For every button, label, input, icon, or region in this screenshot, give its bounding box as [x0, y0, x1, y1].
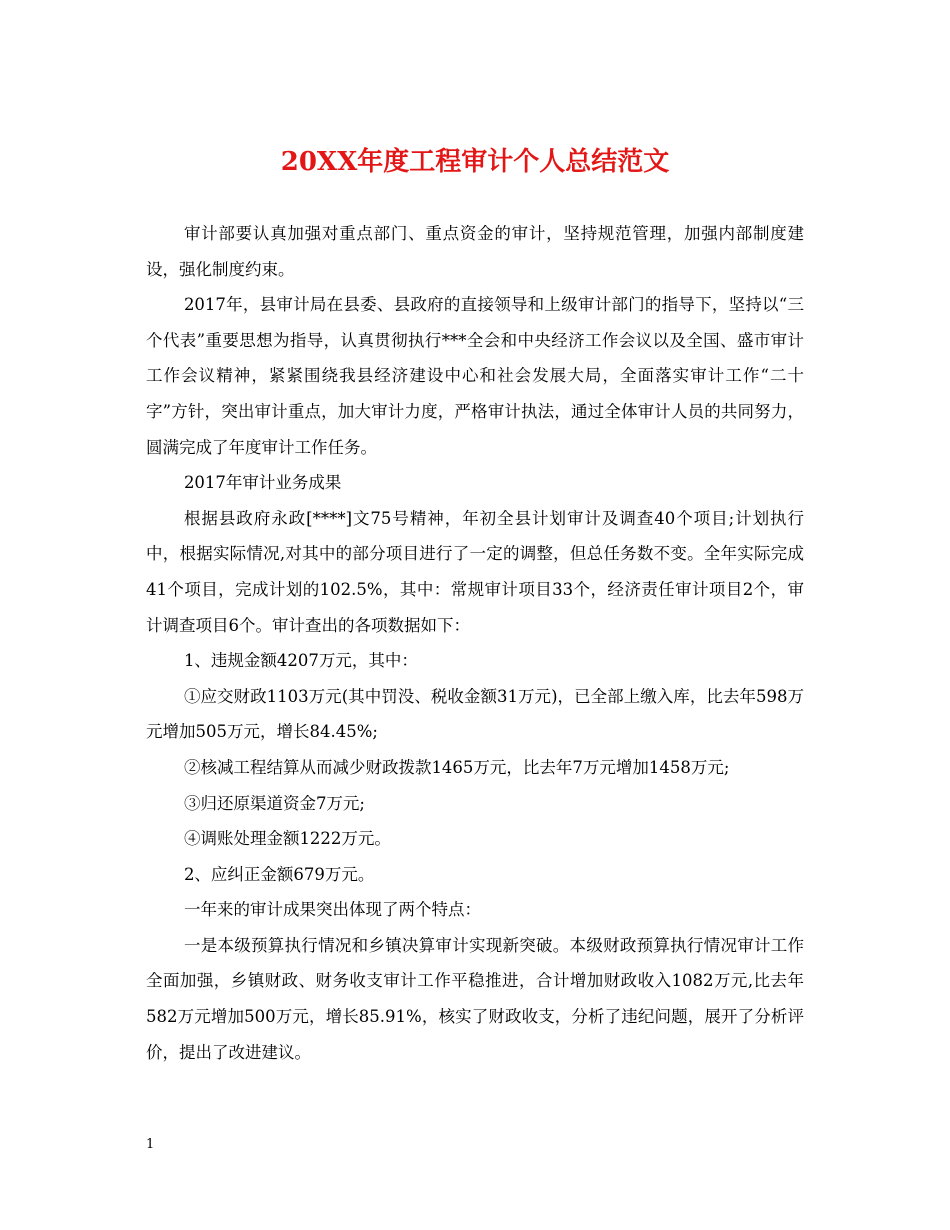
page-number: 1 — [146, 1137, 155, 1152]
document-body — [146, 216, 804, 1070]
list-item-correction-amount: 2、应纠正金额679万元。 — [183, 864, 375, 884]
paragraph-features-intro: 一年来的审计成果突出体现了两个特点： — [183, 900, 481, 920]
paragraph-2017-overview: 2017年，县审计局在县委、县政府的直接领导和上级审计部门的指导下，坚持以“三个代表”重要思想为指导，认真贯彻执行***全会和中央经济工作会议以及全国、盛市审计工作会议精神，紧紧围绕我县经济建设中心和社会发展大局，全面落实审计工作“二十字”方针，突出审计重点，加大审计力度，严格审计执法，通过全体审计人员的共同努力，圆满完成了年度审计工作任务。 — [146, 295, 804, 457]
paragraph-project-plan: 根据县政府永政[****]文75号精神，年初全县计划审计及调查40个项目;计划执行中，根据实际情况,对其中的部分项目进行了一定的调整，但总任务数不变。全年实际完成41个项目，完成计划的102.5%，其中：常规审计项目33个，经济责任审计项目2个，审计调查项目6个。审计查出的各项数据如下： — [146, 508, 804, 635]
list-item-account-adjustment: ④调账处理金额1222万元。 — [183, 829, 391, 849]
document-title: 20XX年度工程审计个人总结范文 — [280, 147, 670, 177]
list-item-settlement-reduction: ②核减工程结算从而减少财政拨款1465万元，比去年7万元增加1458万元; — [183, 757, 730, 777]
list-item-violation-amount: 1、违规金额4207万元，其中： — [183, 651, 418, 671]
paragraph-intro: 审计部要认真加强对重点部门、重点资金的审计，坚持规范管理，加强内部制度建设，强化制度约束。 — [146, 224, 804, 279]
list-item-fiscal-payment: ①应交财政1103万元(其中罚没、税收金额31万元)，已全部上缴入库，比去年598万元增加505万元，增长84.45%; — [146, 686, 804, 742]
list-item-fund-return: ③归还原渠道资金7万元; — [183, 793, 365, 813]
section-heading-results: 2017年审计业务成果 — [183, 473, 342, 493]
paragraph-feature-one: 一是本级预算执行情况和乡镇决算审计实现新突破。本级财政预算执行情况审计工作全面加强，乡镇财政、财务收支审计工作平稳推进，合计增加财政收入1082万元,比去年582万元增加500万元，增长85.91%，核实了财政收支，分析了违纪问题，展开了分析评价，提出了改进建议。 — [146, 935, 804, 1062]
